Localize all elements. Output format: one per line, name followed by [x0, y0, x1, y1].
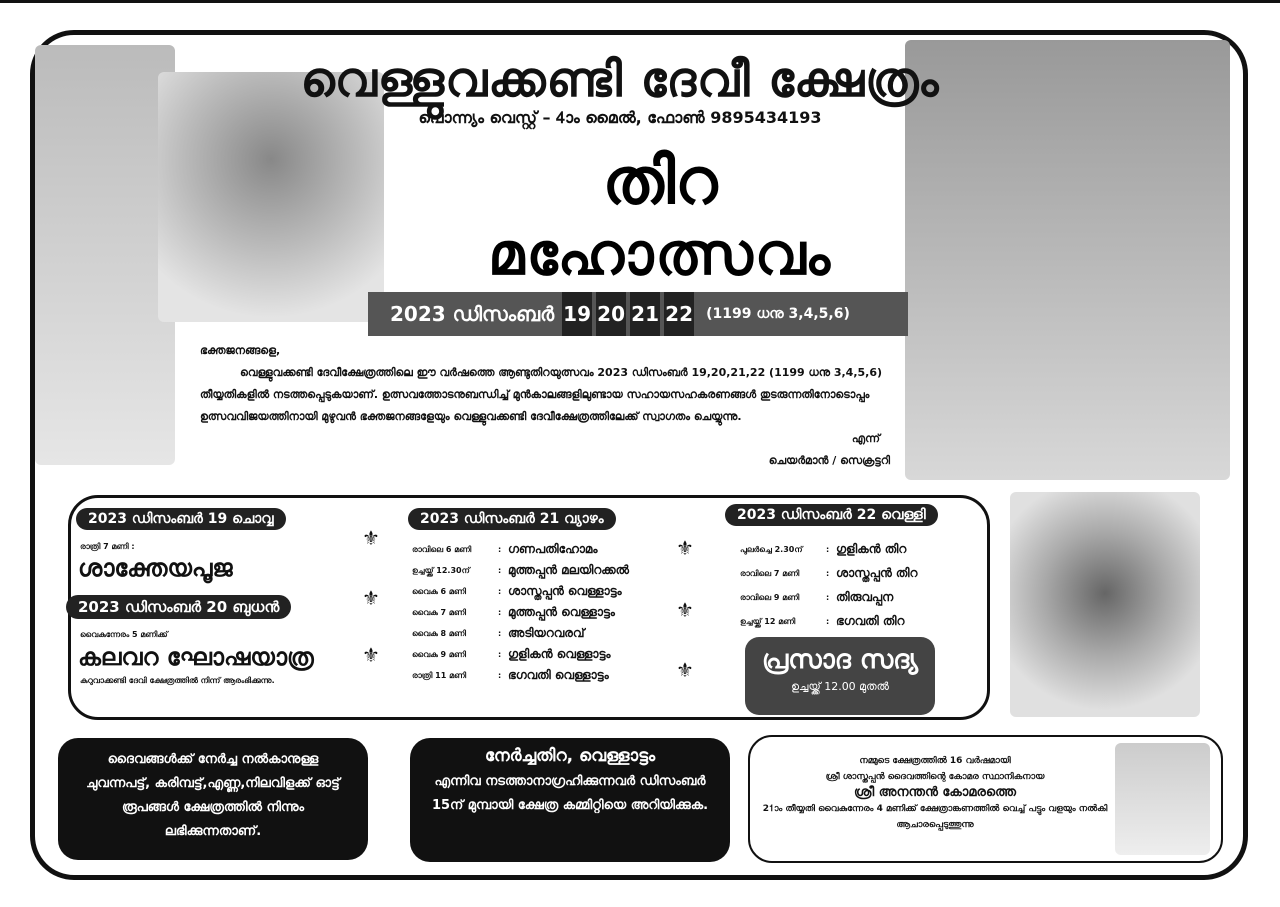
- day21-label: 2023 ഡിസംബർ 21 വ്യാഴം: [408, 508, 616, 530]
- list-item: ഉച്ചയ്ക്ക് 12.30ന് : മുത്തപ്പൻ മലയിറക്കൽ: [412, 563, 629, 577]
- nercha-title: നേർച്ചതിറ, വെള്ളാട്ടം: [484, 746, 656, 766]
- event-name: ഗുളികൻ വെള്ളാട്ടം: [508, 647, 611, 661]
- date-day: 19: [562, 292, 592, 336]
- invitation-body: വെള്ളുവക്കണ്ടി ദേവീക്ഷേത്രത്തിലെ ഈ വർഷത്തെ ആണ്ടുതിറയുത്സവം 2023 ഡിസംബർ 19,20,21,22 (1199 ധനു 3,4,5,6) തീയ്യതികളിൽ നടത്തപ്പെടുകയാണ്. ഉത്സവത്തോടനുബന്ധിച്ച് മുൻകാലങ്ങളിലുണ്ടായ സഹായസഹകരണങ്ങൾ തുടരുന്നതിനോടൊപ്പം ഉത്സവവിജയത്തിനായി മുഴുവൻ ഭക്തജനങ്ങളേയും വെള്ളുവക്കണ്ടി ദേവീക്ഷേത്രത്തിലേക്ക് സ്വാഗതം ചെയ്യുന്നു.: [200, 366, 883, 423]
- nercha-notice: [410, 738, 730, 862]
- top-rule: [0, 0, 1280, 3]
- temple-title: വെള്ളുവക്കണ്ടി ദേവീ ക്ഷേത്രം: [300, 52, 940, 108]
- event-time: ഉച്ചയ്ക്ക് 12 മണി: [740, 616, 796, 626]
- event-name: തിരുവപ്പന: [836, 590, 894, 604]
- signoff: എന്ന്: [851, 432, 880, 445]
- invitation-message: [200, 340, 920, 472]
- day19-time: രാത്രി 7 മണി :: [80, 542, 135, 551]
- date-day: 22: [664, 292, 694, 336]
- honour-notice: [748, 735, 1223, 863]
- event-time: വൈകു 6 മണി: [412, 586, 466, 596]
- ornament-icon: ⚜: [362, 586, 380, 610]
- day20-label: 2023 ഡിസംബർ 20 ബുധൻ: [66, 595, 291, 619]
- date-bar-label: 2023 ഡിസംബർ: [390, 302, 555, 326]
- day22-label: 2023 ഡിസംബർ 22 വെള്ളി: [725, 504, 938, 526]
- list-item: വൈകു 6 മണി : ശാസ്തപ്പൻ വെള്ളാട്ടം: [412, 584, 622, 598]
- day19-event: ശാക്തേയപൂജ: [78, 554, 233, 582]
- signatory-role: ചെയർമാൻ / സെക്രട്ടറി: [768, 454, 890, 467]
- event-time: വൈകു 8 മണി: [412, 628, 466, 638]
- list-item: രാവിലെ 6 മണി : ഗണപതിഹോമം: [412, 542, 598, 556]
- event-name: ഗണപതിഹോമം: [508, 542, 598, 556]
- nercha-body: എന്നിവ നടത്താനാഗ്രഹിക്കുന്നവർ ഡിസംബർ 15ന് മുമ്പായി ക്ഷേത്ര കമ്മിറ്റിയെ അറിയിക്കുക.: [431, 774, 709, 813]
- event-name: മുത്തപ്പൻ വെള്ളാട്ടം: [508, 605, 615, 619]
- honour-line1: നമ്മുടെ ക്ഷേത്രത്തിൽ 16 വർഷമായി: [859, 756, 1011, 766]
- honour-line3: 21ാം തീയ്യതി വൈകുന്നേരം 4 മണിക്ക് ക്ഷേത്രാങ്കണത്തിൽ വെച്ച് പട്ടും വളയും നൽകി ആചാരപ്പെടുത്തുന്നു: [762, 804, 1108, 830]
- event-time: രാവിലെ 6 മണി: [412, 544, 472, 554]
- event-name: അടിയറവരവ്: [508, 626, 585, 640]
- day20-time: വൈകുന്നേരം 5 മണിക്ക്: [80, 630, 168, 639]
- day22-list: [740, 542, 917, 638]
- offerings-notice: ദൈവങ്ങൾക്ക് നേർച്ച നൽകാനുള്ള ചുവന്നപട്ട്, കരിമ്പട്ട്,എണ്ണ,നിലവിളക്ക് ഓട്ട് രൂപങ്ങൾ ക്ഷേത്രത്തിൽ നിന്നും ലഭിക്കുന്നതാണ്.: [58, 738, 368, 860]
- event-name: ഗുളികൻ തിറ: [836, 542, 907, 556]
- festival-title: [405, 146, 915, 291]
- list-item: പുലർച്ചെ 2.30ന് : ഗുളികൻ തിറ: [740, 542, 907, 556]
- sadya-time: ഉച്ചയ്ക്ക് 12.00 മുതൽ: [791, 680, 889, 693]
- ornament-icon: ⚜: [676, 658, 694, 682]
- event-time: വൈകു 9 മണി: [412, 649, 466, 659]
- day21-list: [412, 542, 629, 689]
- list-item: രാവിലെ 9 മണി : തിരുവപ്പന: [740, 590, 894, 604]
- list-item: വൈകു 9 മണി : ഗുളികൻ വെള്ളാട്ടം: [412, 647, 611, 661]
- thiruvappana-image: [1010, 492, 1200, 717]
- date-day: 21: [630, 292, 660, 336]
- komaram-photo-image: [1115, 743, 1210, 855]
- list-item: രാത്രി 11 മണി : ഭഗവതി വെള്ളാട്ടം: [412, 668, 609, 682]
- event-time: പുലർച്ചെ 2.30ന്: [740, 544, 803, 554]
- day20-event: കലവറ ഘോഷയാത്ര: [78, 643, 314, 671]
- list-item: രാവിലെ 7 മണി : ശാസ്തപ്പൻ തിറ: [740, 566, 918, 580]
- event-time: രാത്രി 11 മണി: [412, 670, 467, 680]
- temple-address: പൊന്ന്യം വെസ്റ്റ് – 4ാം മൈൽ, ഫോൺ 9895434193: [418, 108, 822, 127]
- ornament-icon: ⚜: [362, 526, 380, 550]
- theyyam-figure-left-image: [35, 45, 175, 465]
- event-name: ശാസ്തപ്പൻ വെള്ളാട്ടം: [508, 584, 622, 598]
- event-name: ഭഗവതി തിറ: [836, 614, 905, 628]
- greeting: ഭക്തജനങ്ങളെ,: [200, 344, 281, 357]
- event-time: ഉച്ചയ്ക്ക് 12.30ന്: [412, 565, 470, 575]
- honour-text: [760, 753, 1110, 833]
- day20-note: കുറുവാക്കണ്ടി ദേവി ക്ഷേത്രത്തിൽ നിന്ന് ആരംഭിക്കുന്നു.: [80, 676, 275, 685]
- festival-title-line1: തിറ: [602, 145, 718, 219]
- honour-name: ശ്രീ അനന്തൻ കോമരത്തെ: [854, 785, 1016, 800]
- list-item: വൈകു 8 മണി : അടിയറവരവ്: [412, 626, 585, 640]
- list-item: ഉച്ചയ്ക്ക് 12 മണി : ഭഗവതി തിറ: [740, 614, 905, 628]
- event-name: മുത്തപ്പൻ മലയിറക്കൽ: [508, 563, 629, 577]
- event-name: ശാസ്തപ്പൻ തിറ: [836, 566, 918, 580]
- date-day: 20: [596, 292, 626, 336]
- event-time: വൈകു 7 മണി: [412, 607, 466, 617]
- sadya-title: പ്രസാദ സദ്യ: [762, 645, 918, 675]
- ornament-icon: ⚜: [676, 598, 694, 622]
- event-time: രാവിലെ 9 മണി: [740, 592, 800, 602]
- ornament-icon: ⚜: [676, 536, 694, 560]
- list-item: വൈകു 7 മണി : മുത്തപ്പൻ വെള്ളാട്ടം: [412, 605, 615, 619]
- honour-line2: ശ്രീ ശാസ്തപ്പൻ ദൈവത്തിന്റെ കോമര സ്ഥാനികനായ: [825, 772, 1045, 782]
- day19-label: 2023 ഡിസംബർ 19 ചൊവ്വ: [76, 508, 286, 530]
- event-name: ഭഗവതി വെള്ളാട്ടം: [508, 668, 609, 682]
- ornament-icon: ⚜: [362, 643, 380, 667]
- malayalam-era-dates: (1199 ധനു 3,4,5,6): [706, 306, 850, 322]
- festival-title-line2: മഹോത്സവം: [488, 220, 832, 288]
- date-bar: [368, 292, 908, 336]
- prasada-sadya-badge: [745, 637, 935, 715]
- theyyam-face-image: [158, 72, 384, 322]
- event-time: രാവിലെ 7 മണി: [740, 568, 800, 578]
